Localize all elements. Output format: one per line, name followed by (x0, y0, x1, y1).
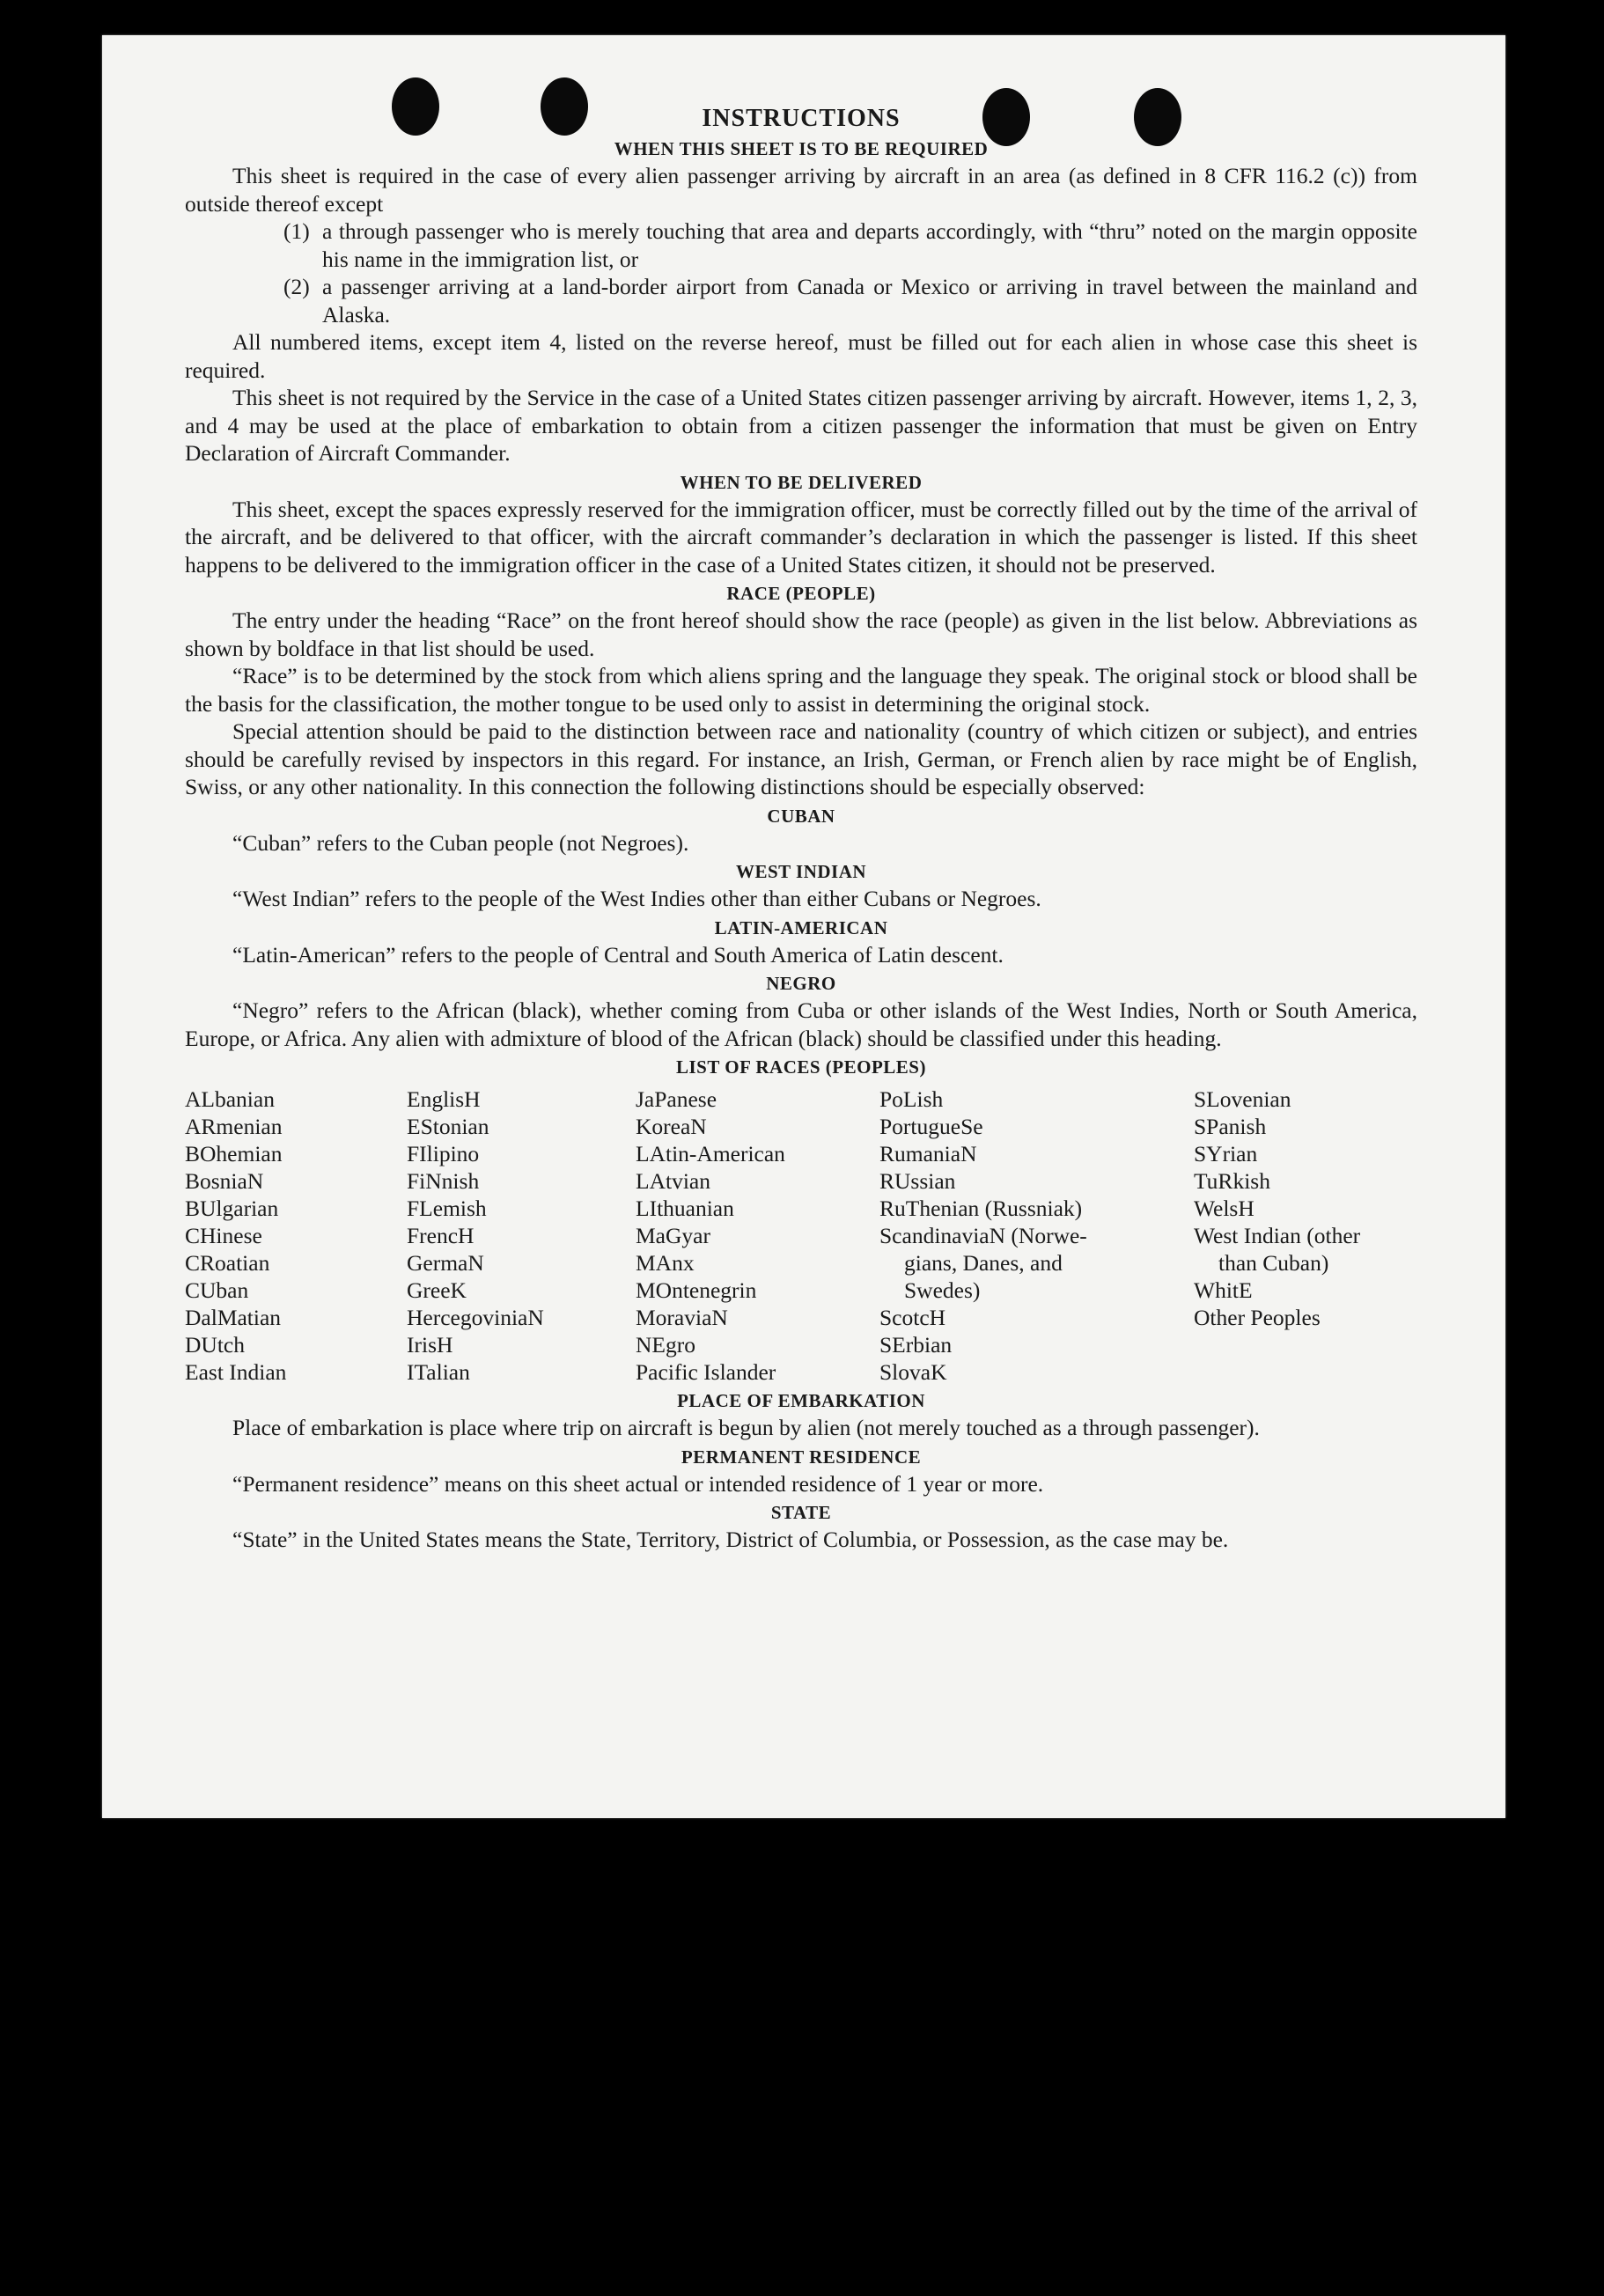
paragraph: Special attention should be paid to the distinction between race and nationality (country of which citizen or subject), and entries should be carefully revised by inspectors in this regard. For instance, an Irish, German, or French alien by race might be of English, Swiss, or any other nationality. In this connection the following distinctions should be especially observed: (185, 718, 1417, 799)
race-entry: gians, Danes, and (904, 1250, 1063, 1276)
race-entry: MOntenegrin (636, 1277, 757, 1303)
races-column (407, 1085, 636, 1386)
races-column (879, 1085, 1194, 1386)
race-entry: SYrian (1194, 1141, 1258, 1166)
race-entry: GermaN (407, 1250, 484, 1276)
race-entry: ScotcH (879, 1305, 946, 1330)
paragraph: “State” in the United States means the State, Territory, District of Columbia, or Possession, as the case may be. (232, 1527, 1229, 1552)
section-heading: RACE (PEOPLE) (726, 583, 876, 604)
section-heading: STATE (770, 1502, 832, 1523)
races-column (636, 1085, 879, 1386)
paragraph: “Latin-American” refers to the people of Central and South America of Latin descent. (232, 941, 1004, 968)
list-item (283, 217, 1417, 273)
section-heading: PLACE OF EMBARKATION (677, 1390, 925, 1411)
race-entry: LIthuanian (636, 1196, 734, 1221)
race-entry: KoreaN (636, 1114, 707, 1139)
race-entry: BUlgarian (185, 1196, 279, 1221)
paragraph: This sheet is not required by the Service in the case of a United States citizen passenger arriving by aircraft. However, items 1, 2, 3, and 4 may be used at the place of embarkation to obtain from a citizen passenger the information that must be given on Entry Declaration of Aircraft Commander. (185, 385, 1417, 466)
race-entry: WelsH (1194, 1196, 1255, 1221)
race-entry: BOhemian (185, 1141, 283, 1166)
race-entry: PoLish (879, 1086, 944, 1112)
race-entry: DUtch (185, 1332, 245, 1358)
paragraph: The entry under the heading “Race” on the front hereof should show the race (people) as given in the list below. Abbreviations as shown by boldface in that list should be used. (185, 607, 1417, 661)
list-number: (2) (283, 274, 310, 299)
section-heading: CUBAN (767, 805, 835, 827)
race-entry: HercegoviniaN (407, 1305, 544, 1330)
section-heading: WHEN THIS SHEET IS TO BE REQUIRED (614, 138, 989, 159)
race-entry: FIlipino (407, 1141, 480, 1166)
race-entry: MoraviaN (636, 1305, 728, 1330)
paragraph: “Cuban” refers to the Cuban people (not Negroes). (232, 829, 689, 856)
race-entry: SPanish (1194, 1114, 1267, 1139)
race-entry: LAtvian (636, 1168, 710, 1194)
document-content (185, 104, 1417, 1554)
list-number: (1) (283, 218, 310, 244)
race-entry: JaPanese (636, 1086, 717, 1112)
section-heading: PERMANENT RESIDENCE (681, 1446, 922, 1468)
document-sheet (102, 35, 1505, 1818)
race-entry: West Indian (other (1194, 1223, 1361, 1248)
race-entry: East Indian (185, 1359, 287, 1385)
section-heading: LIST OF RACES (PEOPLES) (676, 1056, 926, 1078)
race-entry: TuRkish (1194, 1168, 1270, 1194)
race-entry: RUssian (879, 1168, 956, 1194)
races-list (185, 1085, 1417, 1386)
race-entry: BosniaN (185, 1168, 264, 1194)
race-entry: CHinese (185, 1223, 262, 1248)
race-entry: CRoatian (185, 1250, 270, 1276)
race-entry: DalMatian (185, 1305, 282, 1330)
race-entry: RuThenian (Russniak) (879, 1196, 1083, 1221)
race-entry: CUban (185, 1277, 249, 1303)
list-text: a through passenger who is merely touching that area and departs accordingly, with “thru” noted on the margin opposite his name in the immigration list, or (322, 218, 1417, 272)
race-entry: than Cuban) (1218, 1250, 1329, 1276)
paragraph: “Negro” refers to the African (black), whether coming from Cuba or other islands of the West Indies, North or South America, Europe, or Africa. Any alien with admixture of blood of the African (black) should be classified under this heading. (185, 997, 1417, 1051)
list-item (283, 273, 1417, 328)
list-text: a passenger arriving at a land-border airport from Canada or Mexico or arriving in travel between the mainland and Alaska. (322, 274, 1417, 327)
race-entry: ARmenian (185, 1114, 283, 1139)
races-column (185, 1085, 407, 1386)
race-entry: FrencH (407, 1223, 475, 1248)
race-entry: MAnx (636, 1250, 695, 1276)
paragraph: All numbered items, except item 4, listed on the reverse hereof, must be filled out for each alien in whose case this sheet is required. (185, 329, 1417, 383)
section-heading: WEST INDIAN (735, 861, 867, 882)
page-title: INSTRUCTIONS (702, 105, 901, 132)
race-entry: Swedes) (904, 1277, 981, 1303)
section-heading: LATIN-AMERICAN (714, 916, 888, 938)
race-entry: LAtin-American (636, 1141, 785, 1166)
race-entry: NEgro (636, 1332, 695, 1358)
section-heading: NEGRO (766, 973, 836, 994)
paragraph: This sheet is required in the case of every alien passenger arriving by aircraft in an area (as defined in 8 CFR 116.2 (c)) from outside thereof except (185, 163, 1417, 217)
race-entry: SErbian (879, 1332, 953, 1358)
races-column (1194, 1085, 1417, 1386)
race-entry: MaGyar (636, 1223, 710, 1248)
race-entry: Pacific Islander (636, 1359, 776, 1385)
race-entry: ALbanian (185, 1086, 275, 1112)
race-entry: PortugueSe (879, 1114, 983, 1139)
paragraph: Place of embarkation is place where trip on aircraft is begun by alien (not merely touched as a through passenger). (232, 1415, 1260, 1440)
paragraph: This sheet, except the spaces expressly reserved for the immigration officer, must be correctly filled out by the time of the arrival of the aircraft, and be delivered to that officer, with the aircraft commander’s declaration in which the passenger is listed. If this sheet happens to be delivered to the immigration officer in the case of a United States citizen, it should not be preserved. (185, 496, 1417, 578)
race-entry: WhitE (1194, 1277, 1253, 1303)
race-entry: SLovenian (1194, 1086, 1291, 1112)
race-entry: EnglisH (407, 1086, 481, 1112)
race-entry: ScandinaviaN (Norwe- (879, 1223, 1087, 1248)
race-entry: RumaniaN (879, 1141, 977, 1166)
race-entry: Other Peoples (1194, 1305, 1321, 1330)
section-heading: WHEN TO BE DELIVERED (680, 471, 923, 493)
race-entry: FiNnish (407, 1168, 480, 1194)
race-entry: GreeK (407, 1277, 467, 1303)
race-entry: SlovaK (879, 1359, 947, 1385)
race-entry: EStonian (407, 1114, 489, 1139)
race-entry: ITalian (407, 1359, 470, 1385)
race-entry: FLemish (407, 1196, 487, 1221)
paragraph: “West Indian” refers to the people of the West Indies other than either Cubans or Negroes. (232, 886, 1041, 911)
paragraph: “Permanent residence” means on this sheet actual or intended residence of 1 year or more. (232, 1470, 1044, 1497)
race-entry: IrisH (407, 1332, 453, 1358)
paragraph: “Race” is to be determined by the stock from which aliens spring and the language they speak. The original stock or blood shall be the basis for the classification, the mother tongue to be used only to assist in determining the original stock. (185, 663, 1417, 717)
